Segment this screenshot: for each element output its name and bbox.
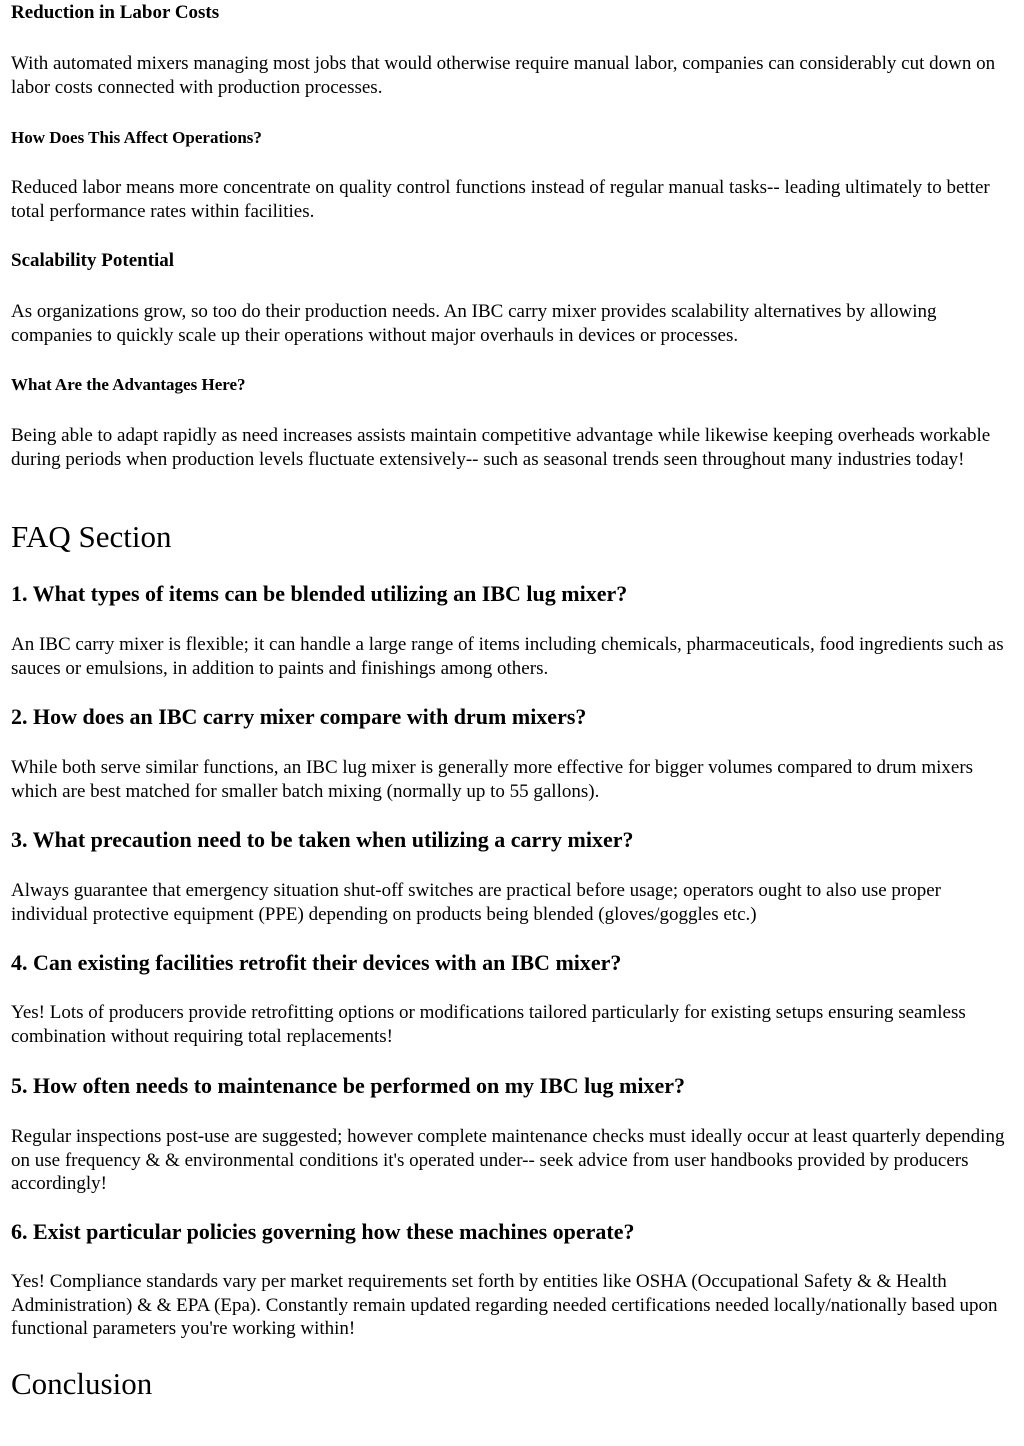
conclusion-title: Conclusion	[11, 1366, 153, 1401]
faq-question: 3. What precaution need to be taken when utilizing a carry mixer?	[11, 827, 634, 852]
section-heading-scalability: Scalability Potential	[11, 250, 175, 271]
faq-answer: An IBC carry mixer is flexible; it can handle a large range of items including chemicals, pharmaceuticals, food ingredients such as sauces or emulsions, in addition to paints and finishings among others.	[11, 634, 1004, 679]
faq-answer: Always guarantee that emergency situation shut-off switches are practical before usage; operators ought to also use proper individual protective equipment (PPE) depending on products being blended (gloves/goggles etc.)	[11, 880, 941, 925]
faq-question: 2. How does an IBC carry mixer compare with drum mixers?	[11, 704, 587, 729]
section-paragraph-scalability: As organizations grow, so too do their production needs. An IBC carry mixer provides scalability alternatives by allowing companies to quickly scale up their operations without major overhauls in devices or processes.	[11, 301, 937, 346]
faq-answer: Yes! Lots of producers provide retrofitting options or modifications tailored particularly for existing setups ensuring seamless combination without requiring total replacements!	[11, 1002, 966, 1047]
section-paragraph-labor: With automated mixers managing most jobs that would otherwise require manual labor, companies can considerably cut down on labor costs connected with production processes.	[11, 53, 996, 98]
faq-question: 5. How often needs to maintenance be performed on my IBC lug mixer?	[11, 1073, 685, 1098]
faq-question: 6. Exist particular policies governing how these machines operate?	[11, 1219, 635, 1244]
subsection-heading-scalability: What Are the Advantages Here?	[11, 375, 246, 394]
subsection-paragraph-labor: Reduced labor means more concentrate on quality control functions instead of regular manual tasks-- leading ultimately to better total performance rates within facilities.	[11, 177, 990, 222]
faq-title: FAQ Section	[11, 519, 172, 554]
faq-question: 4. Can existing facilities retrofit their devices with an IBC mixer?	[11, 950, 622, 975]
subsection-paragraph-scalability: Being able to adapt rapidly as need increases assists maintain competitive advantage while likewise keeping overheads workable during periods when production levels fluctuate extensively-- such as seasonal trends seen throughout many industries today!	[11, 425, 991, 470]
faq-answer: Yes! Compliance standards vary per market requirements set forth by entities like OSHA (Occupational Safety & & Health Administration) & & EPA (Epa). Constantly remain updated regarding needed certifications needed locally/nationally based upon functional parameters you're working within!	[11, 1271, 998, 1339]
section-heading-labor: Reduction in Labor Costs	[11, 2, 220, 23]
faq-question: 1. What types of items can be blended utilizing an IBC lug mixer?	[11, 581, 628, 606]
subsection-heading-labor: How Does This Affect Operations?	[11, 128, 262, 147]
faq-answer: Regular inspections post-use are suggested; however complete maintenance checks must ideally occur at least quarterly depending on use frequency & & environmental conditions it's operated under-- seek advice from user handbooks provided by producers accordingly!	[11, 1126, 1005, 1194]
faq-answer: While both serve similar functions, an IBC lug mixer is generally more effective for bigger volumes compared to drum mixers which are best matched for smaller batch mixing (normally up to 55 gallons).	[11, 757, 974, 802]
